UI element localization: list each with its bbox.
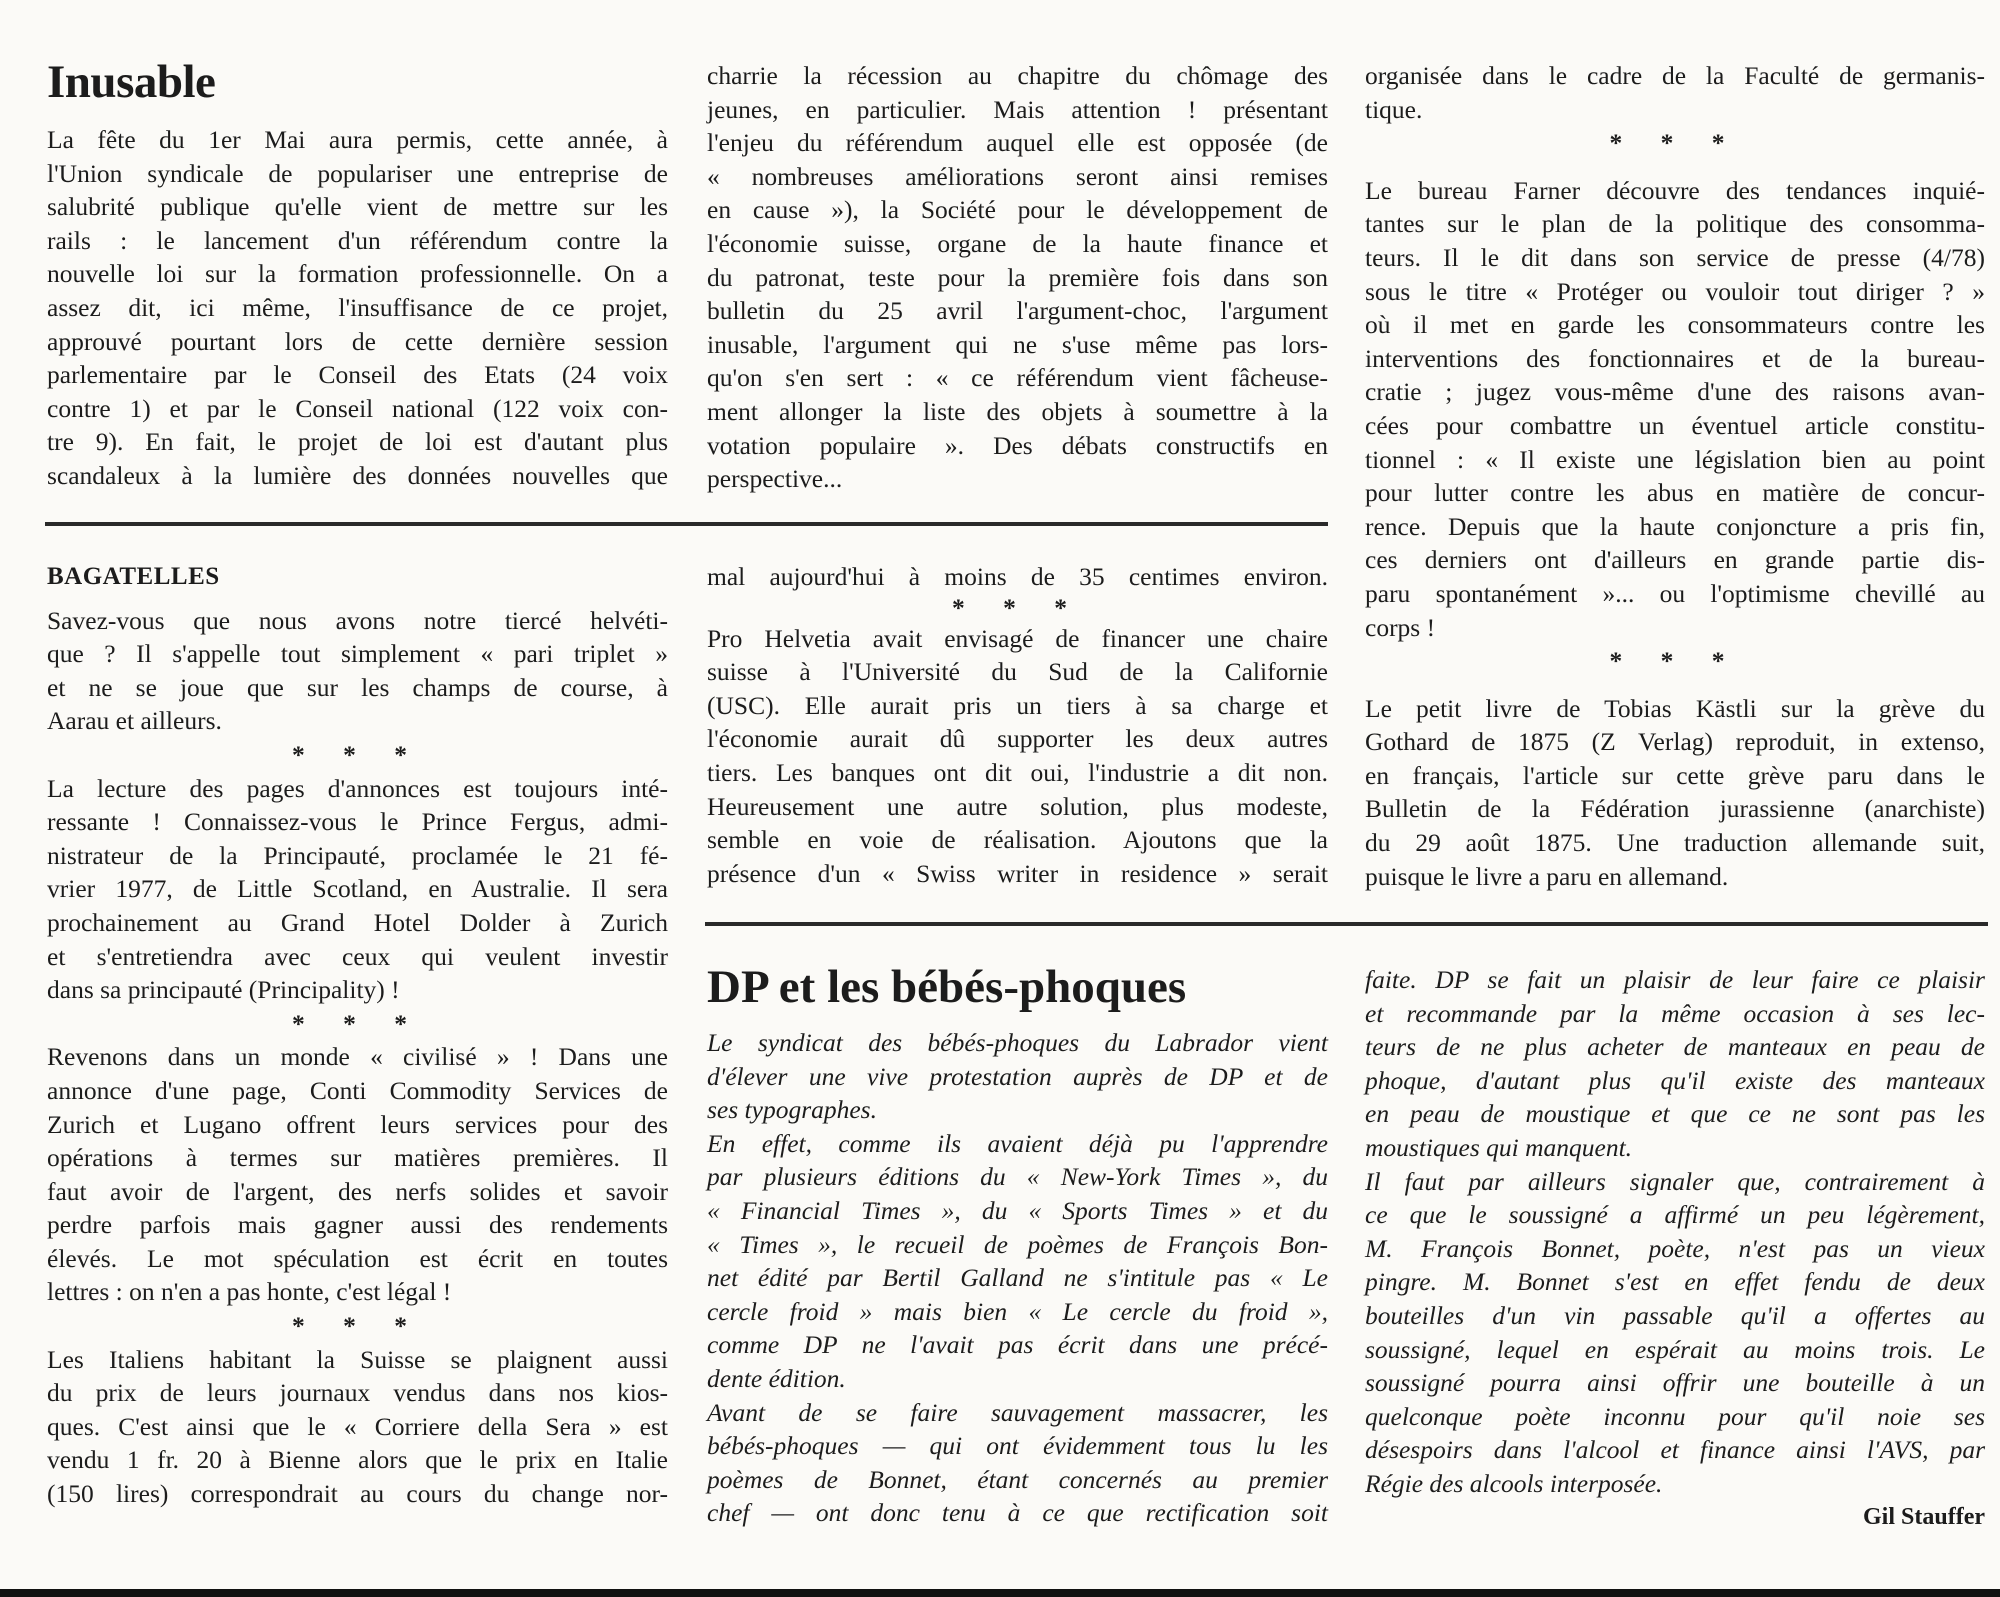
text-line: cercle froid » mais bien « Le cercle du froid », xyxy=(707,1296,1328,1326)
separator: * * * xyxy=(292,739,423,769)
text-line: que ? Il s'appelle tout simplement « pari triplet » xyxy=(47,639,668,669)
bagatelles-col1 xyxy=(47,560,668,1511)
text-line: inusable, l'argument qui ne s'use même pas lors- xyxy=(707,329,1328,359)
spacer xyxy=(47,594,668,604)
text-line: Heureusement une autre solution, plus modeste, xyxy=(707,791,1328,821)
page-bottom-edge xyxy=(0,1589,2000,1597)
text-line: en peau de moustique et que ce ne sont pas les xyxy=(1365,1099,1985,1129)
inusable-title: Inusable xyxy=(47,56,216,108)
text-line: sous le titre « Protéger ou vouloir tout diriger ? » xyxy=(1365,276,1985,306)
bagatelles-col2 xyxy=(707,560,1328,890)
text-line: où il met en garde les consommateurs contre les xyxy=(1365,310,1985,340)
text-line: désespoirs dans l'alcool et finance ainsi l'AVS, par xyxy=(1365,1435,1985,1465)
text-line: Savez-vous que nous avons notre tiercé helvéti- xyxy=(47,605,668,635)
text-line: soussigné, lequel en espérait au moins trois. Le xyxy=(1365,1334,1985,1364)
text-line: ment allonger la liste des objets à soumettre à la xyxy=(707,396,1328,426)
text-line: suisse à l'Université du Sud de la Californie xyxy=(707,657,1328,687)
text-line: (150 lires) correspondrait au cours du change nor- xyxy=(47,1479,668,1509)
text-line: ces derniers ont d'ailleurs en grande partie dis- xyxy=(1365,545,1985,575)
text-line: teurs. Il le dit dans son service de presse (4/78) xyxy=(1365,242,1985,272)
text-line: qu'on s'en sert : « ce référendum vient fâcheuse- xyxy=(707,363,1328,393)
text-line: charrie la récession au chapitre du chômage des xyxy=(707,61,1328,90)
text-line: cées pour combattre un éventuel article constitu- xyxy=(1365,410,1985,440)
bagatelles-heading: BAGATELLES xyxy=(47,563,220,590)
bebes-col2 xyxy=(707,1026,1328,1530)
text-line: faite. DP se fait un plaisir de leur faire ce plaisir xyxy=(1365,965,1985,994)
text-line: La lecture des pages d'annonces est toujours inté- xyxy=(47,773,668,803)
text-line: bouteilles d'un vin passable qu'il a offertes au xyxy=(1365,1300,1985,1330)
text-line: Zurich et Lugano offrent leurs services pour des xyxy=(47,1109,668,1139)
bebes-col3 xyxy=(1365,963,1985,1534)
text-line: annonce d'une page, Conti Commodity Services de xyxy=(47,1075,668,1105)
text-line: « Times », le recueil de poèmes de François Bon- xyxy=(707,1229,1328,1259)
text-line: tique. xyxy=(1365,94,1423,124)
text-line: contre 1) et par le Conseil national (122 voix con- xyxy=(47,393,668,423)
text-line: organisée dans le cadre de la Faculté de germanis- xyxy=(1365,61,1985,90)
text-line: par plusieurs éditions du « New-York Times », du xyxy=(707,1162,1328,1192)
text-line: l'économie suisse, organe de la haute finance et xyxy=(707,228,1328,258)
text-line: scandaleux à la lumière des données nouvelles que xyxy=(47,460,668,490)
text-line: La fête du 1er Mai aura permis, cette année, à xyxy=(47,125,668,154)
text-line: tiers. Les banques ont dit oui, l'industrie a dit non. xyxy=(707,757,1328,787)
text-line: nouvelle loi sur la formation professionnelle. On a xyxy=(47,259,668,289)
text-line: approuvé pourtant lors de cette dernière session xyxy=(47,326,668,356)
text-line: l'économie aurait dû supporter les deux autres xyxy=(707,724,1328,754)
text-line: salubrité publique qu'elle vient de mettre sur les xyxy=(47,192,668,222)
text-line: cratie ; jugez vous-même d'une des raisons avan- xyxy=(1365,377,1985,407)
text-line: Avant de se faire sauvagement massacrer, les xyxy=(707,1397,1328,1427)
text-line: assez dit, ici même, l'insuffisance de ce projet, xyxy=(47,292,668,322)
text-line: semble en voie de réalisation. Ajoutons que la xyxy=(707,825,1328,855)
text-line: perspective... xyxy=(707,464,843,494)
separator: * * * xyxy=(292,1311,423,1341)
separator: * * * xyxy=(1609,646,1741,676)
section-divider xyxy=(705,922,1988,926)
text-line: dans sa principauté (Principality) ! xyxy=(47,975,400,1005)
text-line: perdre parfois mais gagner aussi des rendements xyxy=(47,1210,668,1240)
separator: * * * xyxy=(292,1008,423,1038)
text-line: comme DP ne l'avait pas écrit dans une précé- xyxy=(707,1330,1328,1360)
text-line: puisque le livre a paru en allemand. xyxy=(1365,861,1729,891)
separator: * * * xyxy=(952,592,1083,622)
text-line: bébés-phoques — qui ont évidemment tous lu les xyxy=(707,1431,1328,1461)
text-line: Le syndicat des bébés-phoques du Labrador vient xyxy=(707,1028,1328,1057)
text-line: poèmes de Bonnet, étant concernés au premier xyxy=(707,1464,1328,1494)
text-line: « nombreuses améliorations seront ainsi remises xyxy=(707,161,1328,191)
bagatelles-col3 xyxy=(1365,59,1985,893)
text-line: Aarau et ailleurs. xyxy=(47,706,222,736)
text-line: interventions des fonctionnaires et de la bureau- xyxy=(1365,343,1985,373)
text-line: l'enjeu du référendum auquel elle est opposée (de xyxy=(707,128,1328,158)
inusable-col2 xyxy=(707,59,1328,496)
text-line: ses typographes. xyxy=(707,1095,877,1125)
text-line: dente édition. xyxy=(707,1363,846,1393)
text-line: pour lutter contre les abus en matière de concur- xyxy=(1365,478,1985,508)
text-line: tre 9). En fait, le projet de loi est d'autant plus xyxy=(47,427,668,457)
text-line: pingre. M. Bonnet s'est en effet fendu de deux xyxy=(1365,1267,1985,1297)
text-line: lettres : on n'en a pas honte, c'est légal ! xyxy=(47,1277,452,1307)
text-line: en français, l'article sur cette grève paru dans le xyxy=(1365,760,1985,790)
text-line: Les Italiens habitant la Suisse se plaignent aussi xyxy=(47,1344,668,1374)
text-line: Le petit livre de Tobias Kästli sur la grève du xyxy=(1365,693,1985,723)
text-line: (USC). Elle aurait pris un tiers à sa charge et xyxy=(707,690,1328,720)
text-line: vrier 1977, de Little Scotland, en Australie. Il sera xyxy=(47,874,668,904)
text-line: en cause »), la Société pour le développement de xyxy=(707,195,1328,225)
text-line: « Financial Times », du « Sports Times » et du xyxy=(707,1195,1328,1225)
text-line: Le bureau Farner découvre des tendances inquié- xyxy=(1365,175,1985,205)
author-signature: Gil Stauffer xyxy=(1863,1503,1985,1530)
text-line: ressante ! Connaissez-vous le Prince Fergus, admi- xyxy=(47,807,668,837)
text-line: ce que le soussigné a affirmé un peu légèrement, xyxy=(1365,1200,1985,1230)
text-line: Pro Helvetia avait envisagé de financer une chaire xyxy=(707,623,1328,653)
text-line: phoque, d'autant plus qu'il existe des manteaux xyxy=(1365,1065,1985,1095)
text-line: et recommande par la même occasion à ses lec- xyxy=(1365,998,1985,1028)
text-line: et s'entretiendra avec ceux qui veulent investir xyxy=(47,941,668,971)
text-line: opérations à termes sur matières premières. Il xyxy=(47,1143,668,1173)
text-line: Revenons dans un monde « civilisé » ! Dans une xyxy=(47,1042,668,1072)
text-line: tionnel : « Il existe une législation bien au point xyxy=(1365,444,1985,474)
text-line: Régie des alcools interposée. xyxy=(1365,1468,1663,1498)
text-line: teurs de ne plus acheter de manteaux en peau de xyxy=(1365,1032,1985,1062)
text-line: du patronat, teste pour la première fois dans son xyxy=(707,262,1328,292)
bebes-title: DP et les bébés-phoques xyxy=(707,961,1187,1013)
text-line: vendu 1 fr. 20 à Bienne alors que le prix en Italie xyxy=(47,1445,668,1475)
text-line: paru spontanément »... ou l'optimisme chevillé au xyxy=(1365,578,1985,608)
text-line: d'élever une vive protestation auprès de DP et de xyxy=(707,1061,1328,1091)
text-line: rails : le lancement d'un référendum contre la xyxy=(47,225,668,255)
text-line: soussigné pourra ainsi offrir une bouteille à un xyxy=(1365,1368,1985,1398)
section-divider xyxy=(45,522,1328,526)
spacer xyxy=(1365,160,1985,174)
bebes-title-block xyxy=(707,957,1328,1017)
text-line: M. François Bonnet, poète, n'est pas un vieux xyxy=(1365,1233,1985,1263)
text-line: du 29 août 1875. Une traduction allemande suit, xyxy=(1365,828,1985,858)
text-line: parlementaire par le Conseil des Etats (24 voix xyxy=(47,360,668,390)
text-line: votation populaire ». Des débats constructifs en xyxy=(707,430,1328,460)
text-line: ques. C'est ainsi que le « Corriere della Sera » est xyxy=(47,1411,668,1441)
text-line: moustiques qui manquent. xyxy=(1365,1132,1633,1162)
inusable-col1 xyxy=(47,123,668,493)
text-line: bulletin du 25 avril l'argument-choc, l'argument xyxy=(707,296,1328,326)
text-line: mal aujourd'hui à moins de 35 centimes environ. xyxy=(707,562,1328,591)
text-line: chef — ont donc tenu à ce que rectification soit xyxy=(707,1498,1328,1528)
text-line: net édité par Bertil Galland ne s'intitule pas « Le xyxy=(707,1263,1328,1293)
text-line: En effet, comme ils avaient déjà pu l'apprendre xyxy=(707,1128,1328,1158)
text-line: élevés. Le mot spéculation est écrit en toutes xyxy=(47,1243,668,1273)
text-line: présence d'un « Swiss writer in residence » serait xyxy=(707,858,1328,888)
text-line: nistrateur de la Principauté, proclamée le 21 fé- xyxy=(47,840,668,870)
text-line: corps ! xyxy=(1365,612,1436,642)
text-line: l'Union syndicale de populariser une entreprise de xyxy=(47,158,668,188)
text-line: jeunes, en particulier. Mais attention ! présentant xyxy=(707,94,1328,124)
text-line: tantes sur le plan de la politique des consomma- xyxy=(1365,209,1985,239)
text-line: faut avoir de l'argent, des nerfs solides et savoir xyxy=(47,1176,668,1206)
text-line: prochainement au Grand Hotel Dolder à Zurich xyxy=(47,907,668,937)
spacer xyxy=(1365,678,1985,692)
text-line: du prix de leurs journaux vendus dans nos kios- xyxy=(47,1378,668,1408)
text-line: rence. Depuis que la haute conjoncture a pris fin, xyxy=(1365,511,1985,541)
inusable-title-block xyxy=(47,52,667,112)
text-line: quelconque poète inconnu pour qu'il noie ses xyxy=(1365,1401,1985,1431)
text-line: Bulletin de la Fédération jurassienne (anarchiste) xyxy=(1365,794,1985,824)
text-line: Il faut par ailleurs signaler que, contrairement à xyxy=(1365,1166,1985,1196)
separator: * * * xyxy=(1609,128,1741,158)
text-line: Gothard de 1875 (Z Verlag) reproduit, in extenso, xyxy=(1365,727,1985,757)
text-line: et ne se joue que sur les champs de course, à xyxy=(47,672,668,702)
